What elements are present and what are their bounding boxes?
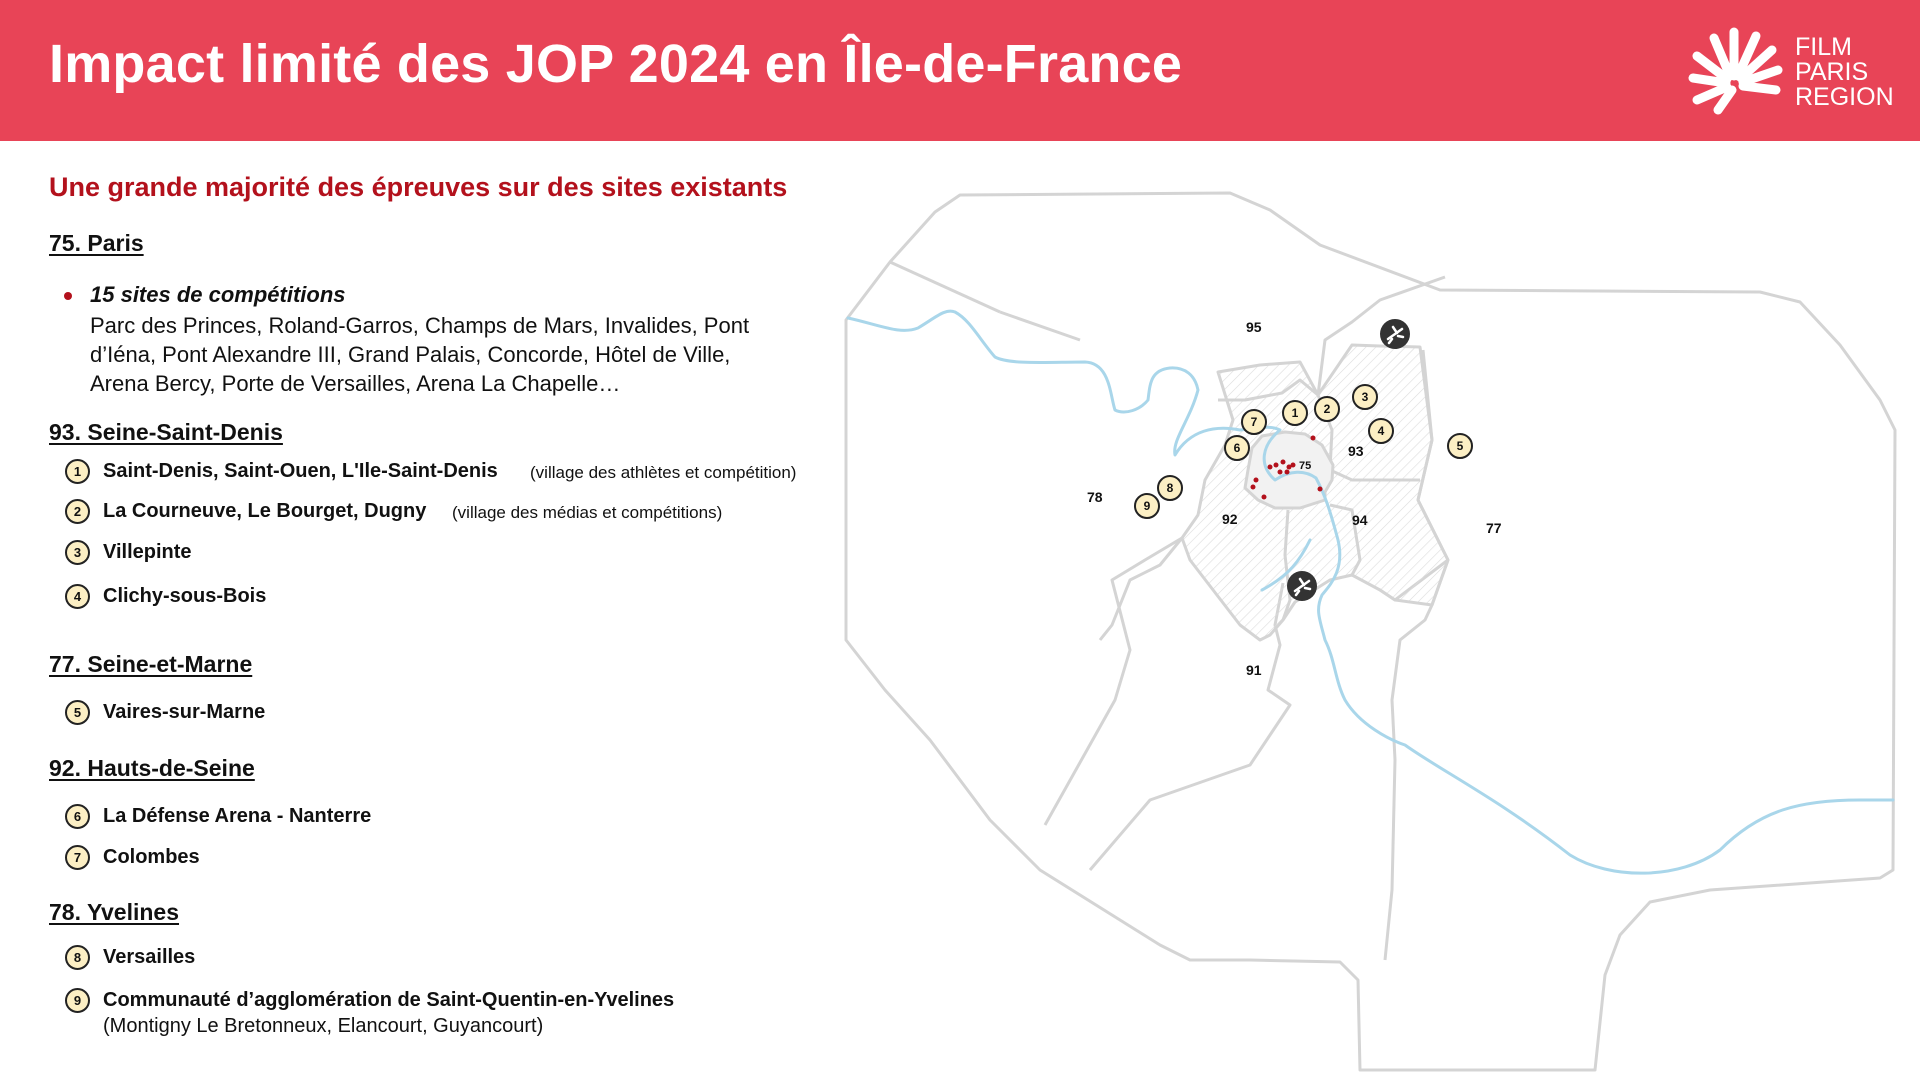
site-name: Villepinte bbox=[103, 541, 192, 563]
site-name: La Défense Arena - Nanterre bbox=[103, 805, 372, 827]
map-site-badge bbox=[1242, 410, 1266, 434]
site-number-badge: 5 bbox=[65, 700, 90, 725]
site-note: (village des athlètes et compétition) bbox=[530, 463, 797, 482]
site-name: Versailles bbox=[103, 946, 196, 968]
logo-line-film: FILM bbox=[1795, 33, 1852, 61]
bullet-dot-icon bbox=[64, 292, 72, 300]
site-name: Colombes bbox=[103, 846, 200, 868]
map-site-badge bbox=[1315, 397, 1339, 421]
dept-label-95: 95 bbox=[1246, 319, 1262, 335]
paris-area bbox=[1245, 432, 1333, 508]
svg-text:5: 5 bbox=[1456, 439, 1464, 453]
svg-text:1: 1 bbox=[1291, 406, 1299, 420]
svg-text:3: 3 bbox=[1361, 390, 1369, 404]
site-name: La Courneuve, Le Bourget, Dugny bbox=[103, 500, 427, 522]
dept-label-91: 91 bbox=[1246, 662, 1262, 678]
svg-text:2: 2 bbox=[1323, 402, 1331, 416]
airplane-icon bbox=[1287, 571, 1317, 601]
site-sub-description: (Montigny Le Bretonneux, Elancourt, Guyancourt) bbox=[103, 1015, 544, 1037]
map-site-badge bbox=[1135, 494, 1159, 518]
site-name: Communauté d’agglomération de Saint-Quentin-en-Yvelines bbox=[103, 989, 675, 1011]
dept-label-93: 93 bbox=[1348, 443, 1364, 459]
dept-label-78: 78 bbox=[1087, 489, 1103, 505]
film-paris-region-logo bbox=[1688, 24, 1898, 119]
paris-sites-description: Parc des Princes, Roland-Garros, Champs de Mars, Invalides, Pont d’Iéna, Pont Alexandre III, Grand Palais, Concorde, Hôtel de Ville, Arena Bercy, Porte de Versailles, Arena La Chapelle… bbox=[90, 313, 750, 396]
dept-label-75: 75 bbox=[1299, 460, 1312, 472]
header-banner bbox=[0, 0, 1920, 141]
ile-de-france-map bbox=[840, 180, 1900, 1080]
map-site-badge bbox=[1369, 419, 1393, 443]
site-number-badge: 3 bbox=[65, 540, 90, 565]
site-note: (village des médias et compétitions) bbox=[452, 503, 723, 522]
paris-sites-lead: 15 sites de compétitions bbox=[90, 282, 346, 307]
site-number-badge: 4 bbox=[65, 584, 90, 609]
svg-text:8: 8 bbox=[1166, 481, 1174, 495]
site-number-badge: 8 bbox=[65, 945, 90, 970]
svg-text:7: 7 bbox=[1250, 415, 1258, 429]
sunburst-logo-icon bbox=[1688, 26, 1783, 116]
region-outline bbox=[846, 193, 1895, 1070]
dept-label-77: 77 bbox=[1486, 520, 1502, 536]
site-number-badge: 9 bbox=[65, 988, 90, 1013]
map-site-badge bbox=[1158, 476, 1182, 500]
subtitle: Une grande majorité des épreuves sur des sites existants bbox=[49, 172, 788, 202]
airplane-icon bbox=[1380, 319, 1410, 349]
logo-line-paris: PARIS bbox=[1795, 58, 1869, 86]
map-site-badge bbox=[1353, 385, 1377, 409]
site-number-badge: 6 bbox=[65, 804, 90, 829]
site-number-badge: 2 bbox=[65, 499, 90, 524]
site-name: Vaires-sur-Marne bbox=[103, 701, 266, 723]
site-number-badge: 1 bbox=[65, 459, 90, 484]
map-site-badge bbox=[1283, 401, 1307, 425]
dept-label-92: 92 bbox=[1222, 511, 1238, 527]
svg-text:9: 9 bbox=[1143, 499, 1151, 513]
dept-heading-seine-saint-denis: 93. Seine-Saint-Denis bbox=[49, 419, 283, 445]
logo-line-region: REGION bbox=[1795, 83, 1894, 111]
page-title: Impact limité des JOP 2024 en Île-de-France bbox=[49, 34, 1183, 94]
dept-heading-hauts-de-seine: 92. Hauts-de-Seine bbox=[49, 755, 255, 781]
svg-text:6: 6 bbox=[1233, 441, 1241, 455]
site-name: Saint-Denis, Saint-Ouen, L'Ile-Saint-Denis bbox=[103, 460, 498, 482]
map-site-badge bbox=[1225, 436, 1249, 460]
site-name: Clichy-sous-Bois bbox=[103, 585, 267, 607]
map-site-badge bbox=[1448, 434, 1472, 458]
dept-label-94: 94 bbox=[1352, 512, 1368, 528]
site-number-badge: 7 bbox=[65, 845, 90, 870]
dept-heading-seine-et-marne: 77. Seine-et-Marne bbox=[49, 651, 253, 677]
svg-text:4: 4 bbox=[1377, 424, 1385, 438]
dept-heading-paris: 75. Paris bbox=[49, 230, 144, 256]
dept-heading-yvelines: 78. Yvelines bbox=[49, 899, 180, 925]
